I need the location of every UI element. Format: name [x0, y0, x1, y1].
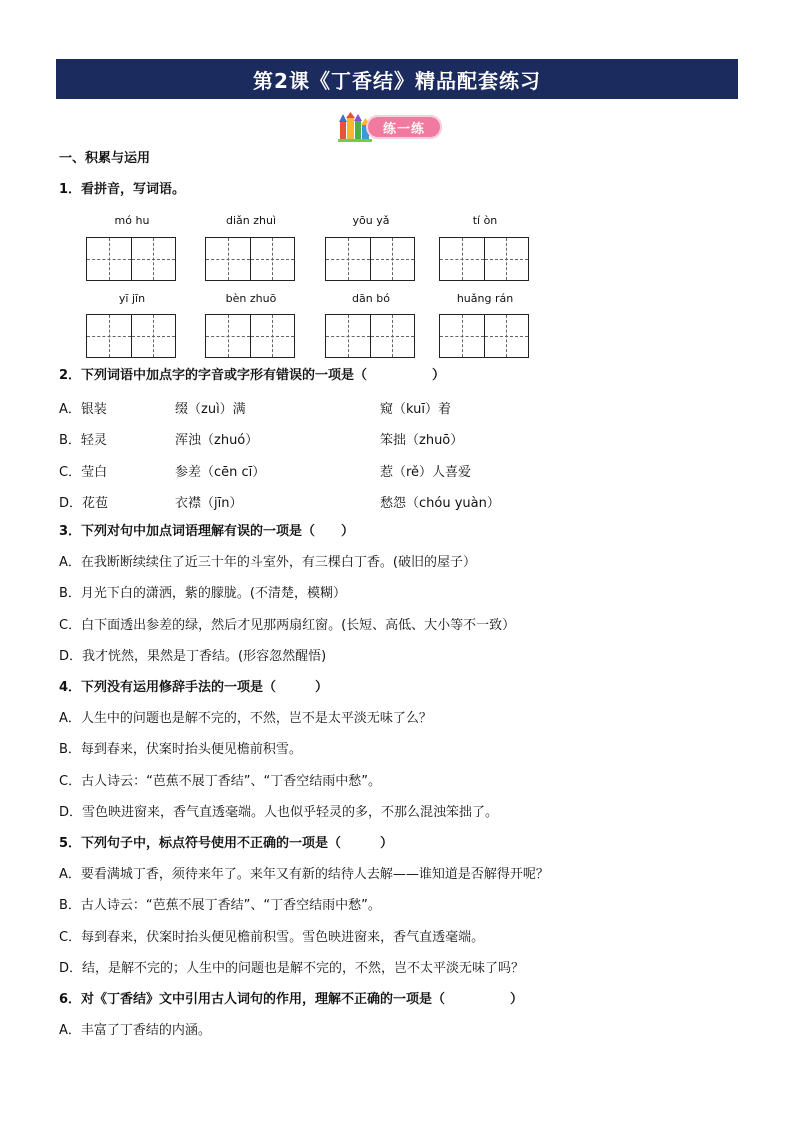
q2-option-word: D．花苞	[59, 496, 109, 511]
q2-option-word: 浑浊（zhuó）	[175, 433, 259, 448]
tianzige-box[interactable]	[439, 314, 529, 358]
pinyin-label: huǎng rán	[456, 292, 514, 305]
q2-option-word: B．轻灵	[59, 433, 107, 448]
q1-stem: 1．看拼音，写词语。	[59, 182, 186, 197]
q2-option-word: 缀（zuì）满	[175, 402, 246, 417]
q2-stem: 2．下列词语中加点字的字音或字形有错误的一项是（ ）	[59, 368, 446, 383]
q6-stem: 6．对《丁香结》文中引用古人词句的作用，理解不正确的一项是（ ）	[59, 992, 524, 1007]
q4-stem: 4．下列没有运用修辞手法的一项是（ ）	[59, 680, 329, 695]
q2-option-word: 笨拙（zhuō）	[380, 433, 464, 448]
q4-option: A．人生中的问题也是解不完的，不然，岂不是太平淡无味了么？	[59, 711, 432, 726]
q5-option: D．结，是解不完的；人生中的问题也是解不完的，不然，岂不太平淡无味了吗？	[59, 961, 525, 976]
q4-option: C．古人诗云：“芭蕉不展丁香结”、“丁香空结雨中愁”。	[59, 774, 382, 789]
tianzige-box[interactable]	[86, 237, 176, 281]
pinyin-label: diǎn zhuì	[225, 214, 277, 227]
q2-option-word: 愁怨（chóu yuàn）	[380, 496, 500, 511]
pinyin-label: mó hu	[114, 214, 150, 227]
q5-option: B．古人诗云：“芭蕉不展丁香结”、“丁香空结雨中愁”。	[59, 898, 381, 913]
tianzige-box[interactable]	[325, 314, 415, 358]
tianzige-box[interactable]	[205, 237, 295, 281]
section-heading: 一、积累与运用	[59, 151, 151, 166]
q3-option: C．白下面透出参差的绿，然后才见那两扇红窗。(长短、高低、大小等不一致）	[59, 618, 516, 633]
q5-option: C．每到春来，伏案时抬头便见檐前积雪。雪色映进窗来，香气直透毫端。	[59, 930, 485, 945]
q2-option-word: A．银装	[59, 402, 107, 417]
q2-option-word: 衣襟（jīn）	[175, 496, 243, 511]
q4-option: D．雪色映进窗来，香气直透毫端。人也似乎轻灵的多，不那么混浊笨拙了。	[59, 805, 499, 820]
pinyin-label: yī jīn	[118, 292, 146, 305]
pinyin-label: yōu yǎ	[352, 214, 390, 227]
tianzige-box[interactable]	[325, 237, 415, 281]
page-title-text: 第2课《丁香结》精品配套练习	[253, 68, 541, 93]
q2-option-word: 惹（rě）人喜爱	[380, 465, 472, 480]
tianzige-box[interactable]	[439, 237, 529, 281]
q4-option: B．每到春来，伏案时抬头便见檐前积雪。	[59, 742, 302, 757]
q6-option: A．丰富了丁香结的内涵。	[59, 1023, 211, 1038]
q5-option: A．要看满城丁香，须待来年了。来年又有新的结待人去解——谁知道是否解得开呢？	[59, 867, 549, 882]
q2-option-word: 参差（cēn cī）	[175, 465, 266, 480]
page-title	[56, 59, 738, 99]
q3-stem: 3．下列对句中加点词语理解有误的一项是（ ）	[59, 524, 355, 539]
q2-option-word: 窥（kuī）着	[380, 402, 451, 417]
badge-label: 练一练	[366, 115, 442, 139]
pinyin-label: tí òn	[472, 214, 498, 227]
q2-option-word: C．莹白	[59, 465, 108, 480]
q3-option: D．我才恍然，果然是丁香结。(形容忽然醒悟)	[59, 649, 327, 664]
q5-stem: 5．下列句子中，标点符号使用不正确的一项是（ ）	[59, 836, 394, 851]
q3-option: A．在我断断续续住了近三十年的斗室外，有三棵白丁香。(破旧的屋子）	[59, 555, 476, 570]
practice-badge	[338, 112, 444, 142]
tianzige-box[interactable]	[205, 314, 295, 358]
pinyin-label: bèn zhuō	[225, 292, 277, 305]
tianzige-box[interactable]	[86, 314, 176, 358]
q3-option: B．月光下白的潇洒，紫的朦胧。(不清楚，模糊）	[59, 586, 346, 601]
pinyin-label: dān bó	[352, 292, 390, 305]
